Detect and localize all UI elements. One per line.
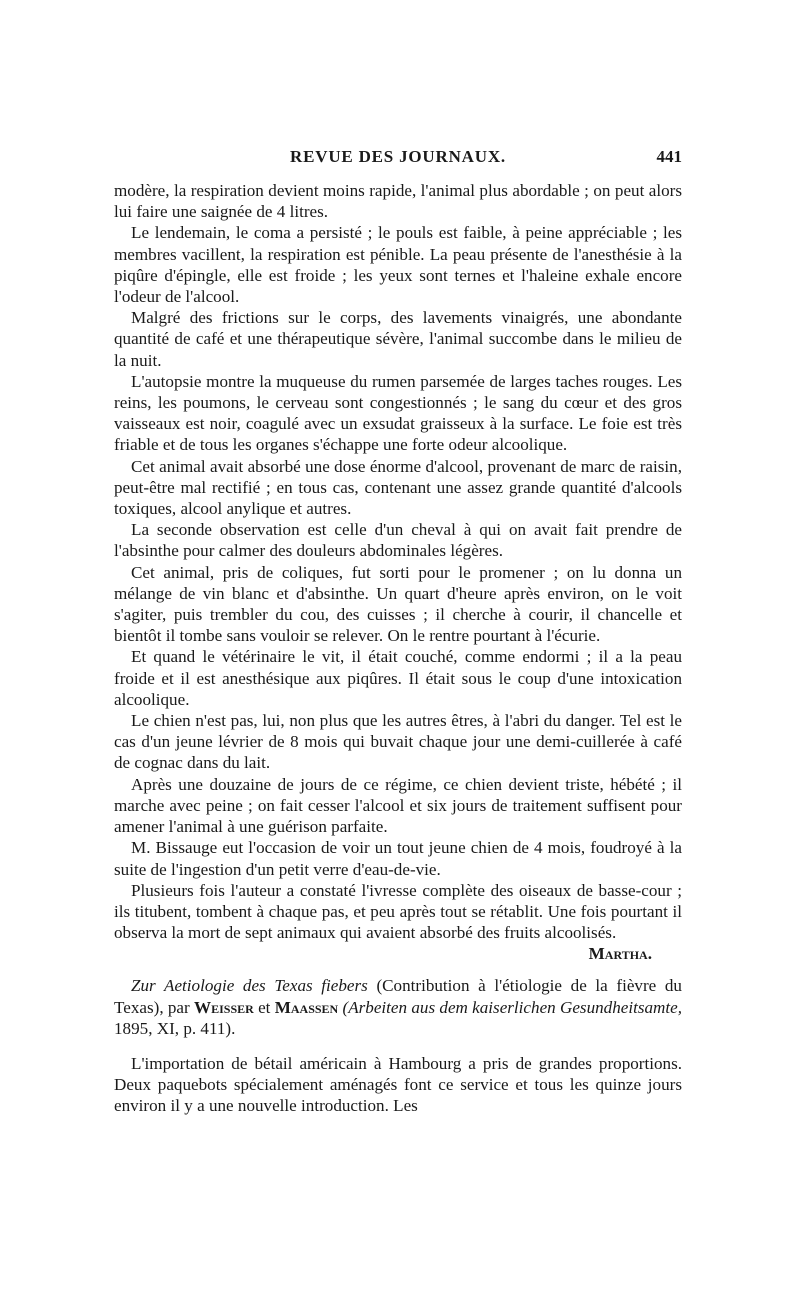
paragraph: Et quand le vétérinaire le vit, il était couché, comme endormi ; il a la peau froide et il est anesthésique aux piqûres. Il était sous le coup d'une intoxication alcoolique.	[114, 647, 682, 709]
page-header	[114, 147, 682, 171]
bibliographic-reference	[114, 975, 682, 1039]
paragraph: Le lendemain, le coma a persisté ; le pouls est faible, à peine appréciable ; les membres vacillent, la respiration est pénible. La peau présente de l'anesthésie à la piqûre d'épingle, elle est froide ; les yeux sont ternes et l'haleine exhale encore l'odeur de l'alcool.	[114, 223, 682, 307]
article-title-french: (Contribution à l'étiologie de la fièvre du Texas), par	[114, 976, 682, 1017]
author-connector: et	[258, 997, 271, 1017]
author-name: Weisser	[194, 997, 254, 1017]
section-gap	[114, 1039, 682, 1053]
article-body	[114, 180, 682, 1117]
paragraph: Le chien n'est pas, lui, non plus que les autres êtres, à l'abri du danger. Tel est le cas d'un jeune lévrier de 8 mois qui buvait chaque jour une demi-cuillerée à café de cognac dans du lait.	[114, 711, 682, 773]
paragraph: Cet animal, pris de coliques, fut sorti pour le promener ; on lu donna un mélange de vin blanc et d'absinthe. Un quart d'heure après environ, on le voit s'agiter, puis trembler du cou, des cuisses ; il cherche à courir, il chancelle et bientôt il tombe sans vouloir se relever. On le rentre pourtant à l'écurie.	[114, 562, 682, 646]
paragraph: Cet animal avait absorbé une dose énorme d'alcool, provenant de marc de raisin, peut-être mal rectifié ; en tous cas, contenant une assez grande quantité d'alcools toxiques, alcool anylique et autres.	[114, 456, 682, 519]
paragraph: L'autopsie montre la muqueuse du rumen parsemée de larges taches rouges. Les reins, les poumons, le cerveau sont congestionnés ; le sang du cœur et des gros vaisseaux est noir, coagulé avec un exsudat graisseux à la surface. Le foie est très friable et de tous les organes s'échappe une forte odeur alcoolique.	[114, 371, 682, 455]
journal-name: (Arbeiten aus dem kaiserlichen Gesundheitsamte,	[342, 997, 682, 1017]
paragraph: L'importation de bétail américain à Hambourg a pris de grandes proportions. Deux paquebots spécialement aménagés font ce service et tous les quinze jours environ il y a une nouvelle introduction. Les	[114, 1053, 682, 1116]
paragraph: modère, la respiration devient moins rapide, l'animal plus abordable ; on peut alors lui faire une saignée de 4 litres.	[114, 181, 682, 222]
author-name: Maassen	[274, 997, 339, 1017]
publication-details: 1895, XI, p. 411).	[114, 1018, 236, 1038]
paragraph: Malgré des frictions sur le corps, des lavements vinaigrés, une abondante quantité de café et une thérapeutique sévère, l'animal succombe dans le milieu de la nuit.	[114, 308, 682, 370]
paragraph: Après une douzaine de jours de ce régime, ce chien devient triste, hébété ; il marche avec peine ; on fait cesser l'alcool et six jours de traitement suffisent pour amener l'animal à une guérison parfaite.	[114, 774, 682, 837]
paragraph-text: Plusieurs fois l'auteur a constaté l'ivresse complète des oiseaux de basse-cour ; ils titubent, tombent à chaque pas, et peu après tout se rétablit. Une fois pourtant il observa la mort de sept animaux qui avaient absorbé des fruits alcoolisés.	[114, 880, 682, 943]
page-number: 441	[656, 147, 682, 166]
running-head: REVUE DES JOURNAUX.	[290, 147, 506, 166]
paragraph: M. Bissauge eut l'occasion de voir un tout jeune chien de 4 mois, foudroyé à la suite de l'ingestion d'un petit verre d'eau-de-vie.	[114, 838, 682, 879]
paragraph: La seconde observation est celle d'un cheval à qui on avait fait prendre de l'absinthe pour calmer des douleurs abdominales légères.	[114, 520, 682, 561]
author-signature: Martha.	[588, 944, 652, 964]
last-paragraph-with-signature	[114, 880, 682, 964]
article-title-german: Zur Aetiologie des Texas fiebers	[131, 976, 368, 996]
